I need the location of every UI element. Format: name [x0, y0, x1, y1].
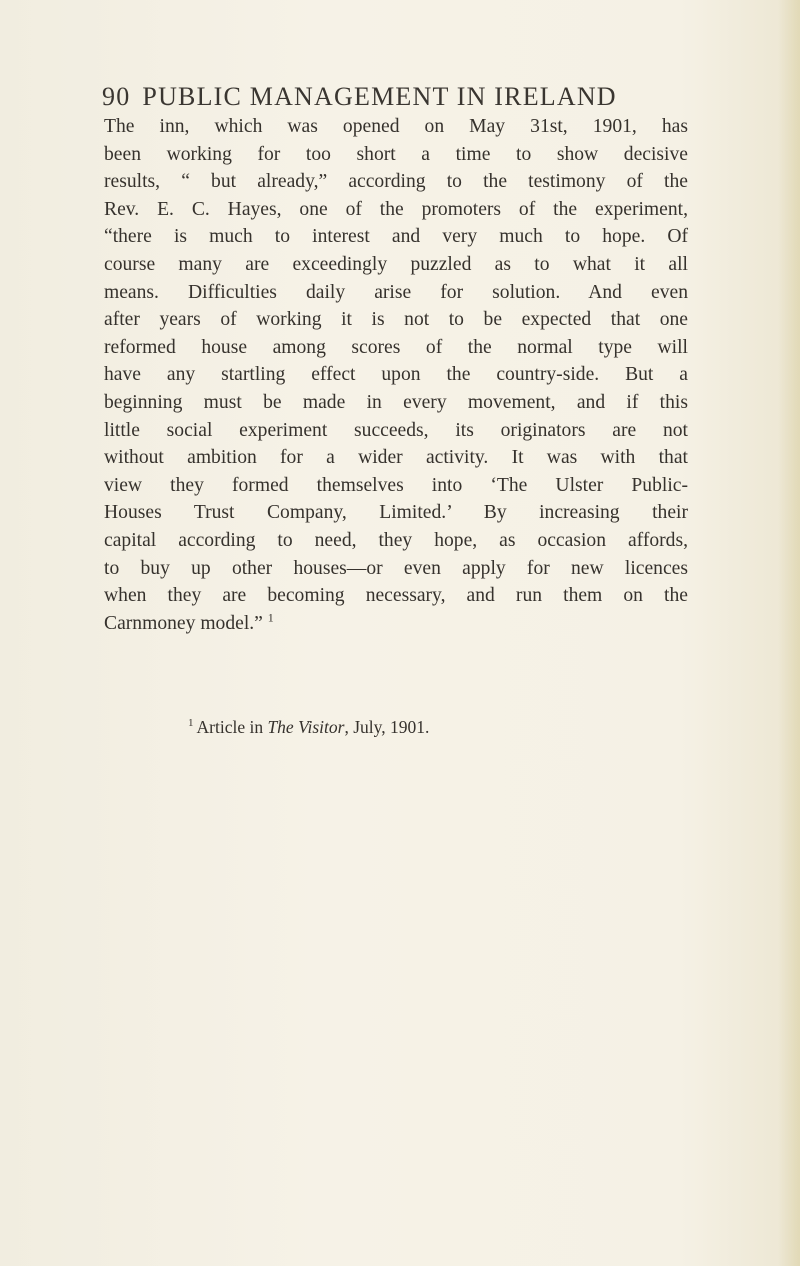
- text-line: course many are exceedingly puzzled as to what it all: [104, 253, 688, 275]
- text-line: when they are becoming necessary, and run them on the: [104, 585, 688, 607]
- text-line: little social experiment succeeds, its originators are not: [104, 419, 688, 441]
- footnote: [188, 717, 429, 738]
- footnote-prefix: Article in: [196, 717, 268, 737]
- text-line: “there is much to interest and very much to hope. Of: [104, 226, 688, 248]
- text-line: to buy up other houses—or even apply for new licences: [104, 557, 688, 579]
- text-line-last: [104, 610, 688, 638]
- text-line: after years of working it is not to be expected that one: [104, 309, 688, 331]
- page-edge-shading: [778, 0, 800, 1266]
- footnote-suffix: , July, 1901.: [344, 717, 430, 737]
- text-line-content: Carnmoney model.”: [104, 612, 263, 634]
- text-line: without ambition for a wider activity. It was with that: [104, 447, 688, 469]
- text-line: The inn, which was opened on May 31st, 1901, has: [104, 116, 688, 137]
- text-line: capital according to need, they hope, as occasion affords,: [104, 529, 688, 551]
- body-paragraph: [104, 113, 688, 637]
- running-head-title: PUBLIC MANAGEMENT IN IRELAND: [142, 82, 617, 111]
- text-line: have any startling effect upon the country-side. But a: [104, 364, 688, 386]
- text-line: beginning must be made in every movement, and if this: [104, 391, 688, 413]
- footnote-marker: 1: [188, 717, 194, 730]
- running-head: [102, 82, 702, 112]
- text-line: results, “ but already,” according to the testimony of the: [104, 171, 688, 193]
- text-line: view they formed themselves into ‘The Ulster Public-: [104, 474, 688, 496]
- footnote-publication: The Visitor: [267, 717, 345, 737]
- text-line: been working for too short a time to show decisive: [104, 143, 688, 165]
- text-line: Houses Trust Company, Limited.’ By increasing their: [104, 502, 688, 524]
- text-line: means. Difficulties daily arise for solution. And even: [104, 281, 688, 303]
- text-line: Rev. E. C. Hayes, one of the promoters of the experiment,: [104, 198, 688, 220]
- footnote-reference: 1: [267, 610, 274, 625]
- page-number: 90: [102, 82, 131, 111]
- text-line: reformed house among scores of the normal type will: [104, 336, 688, 358]
